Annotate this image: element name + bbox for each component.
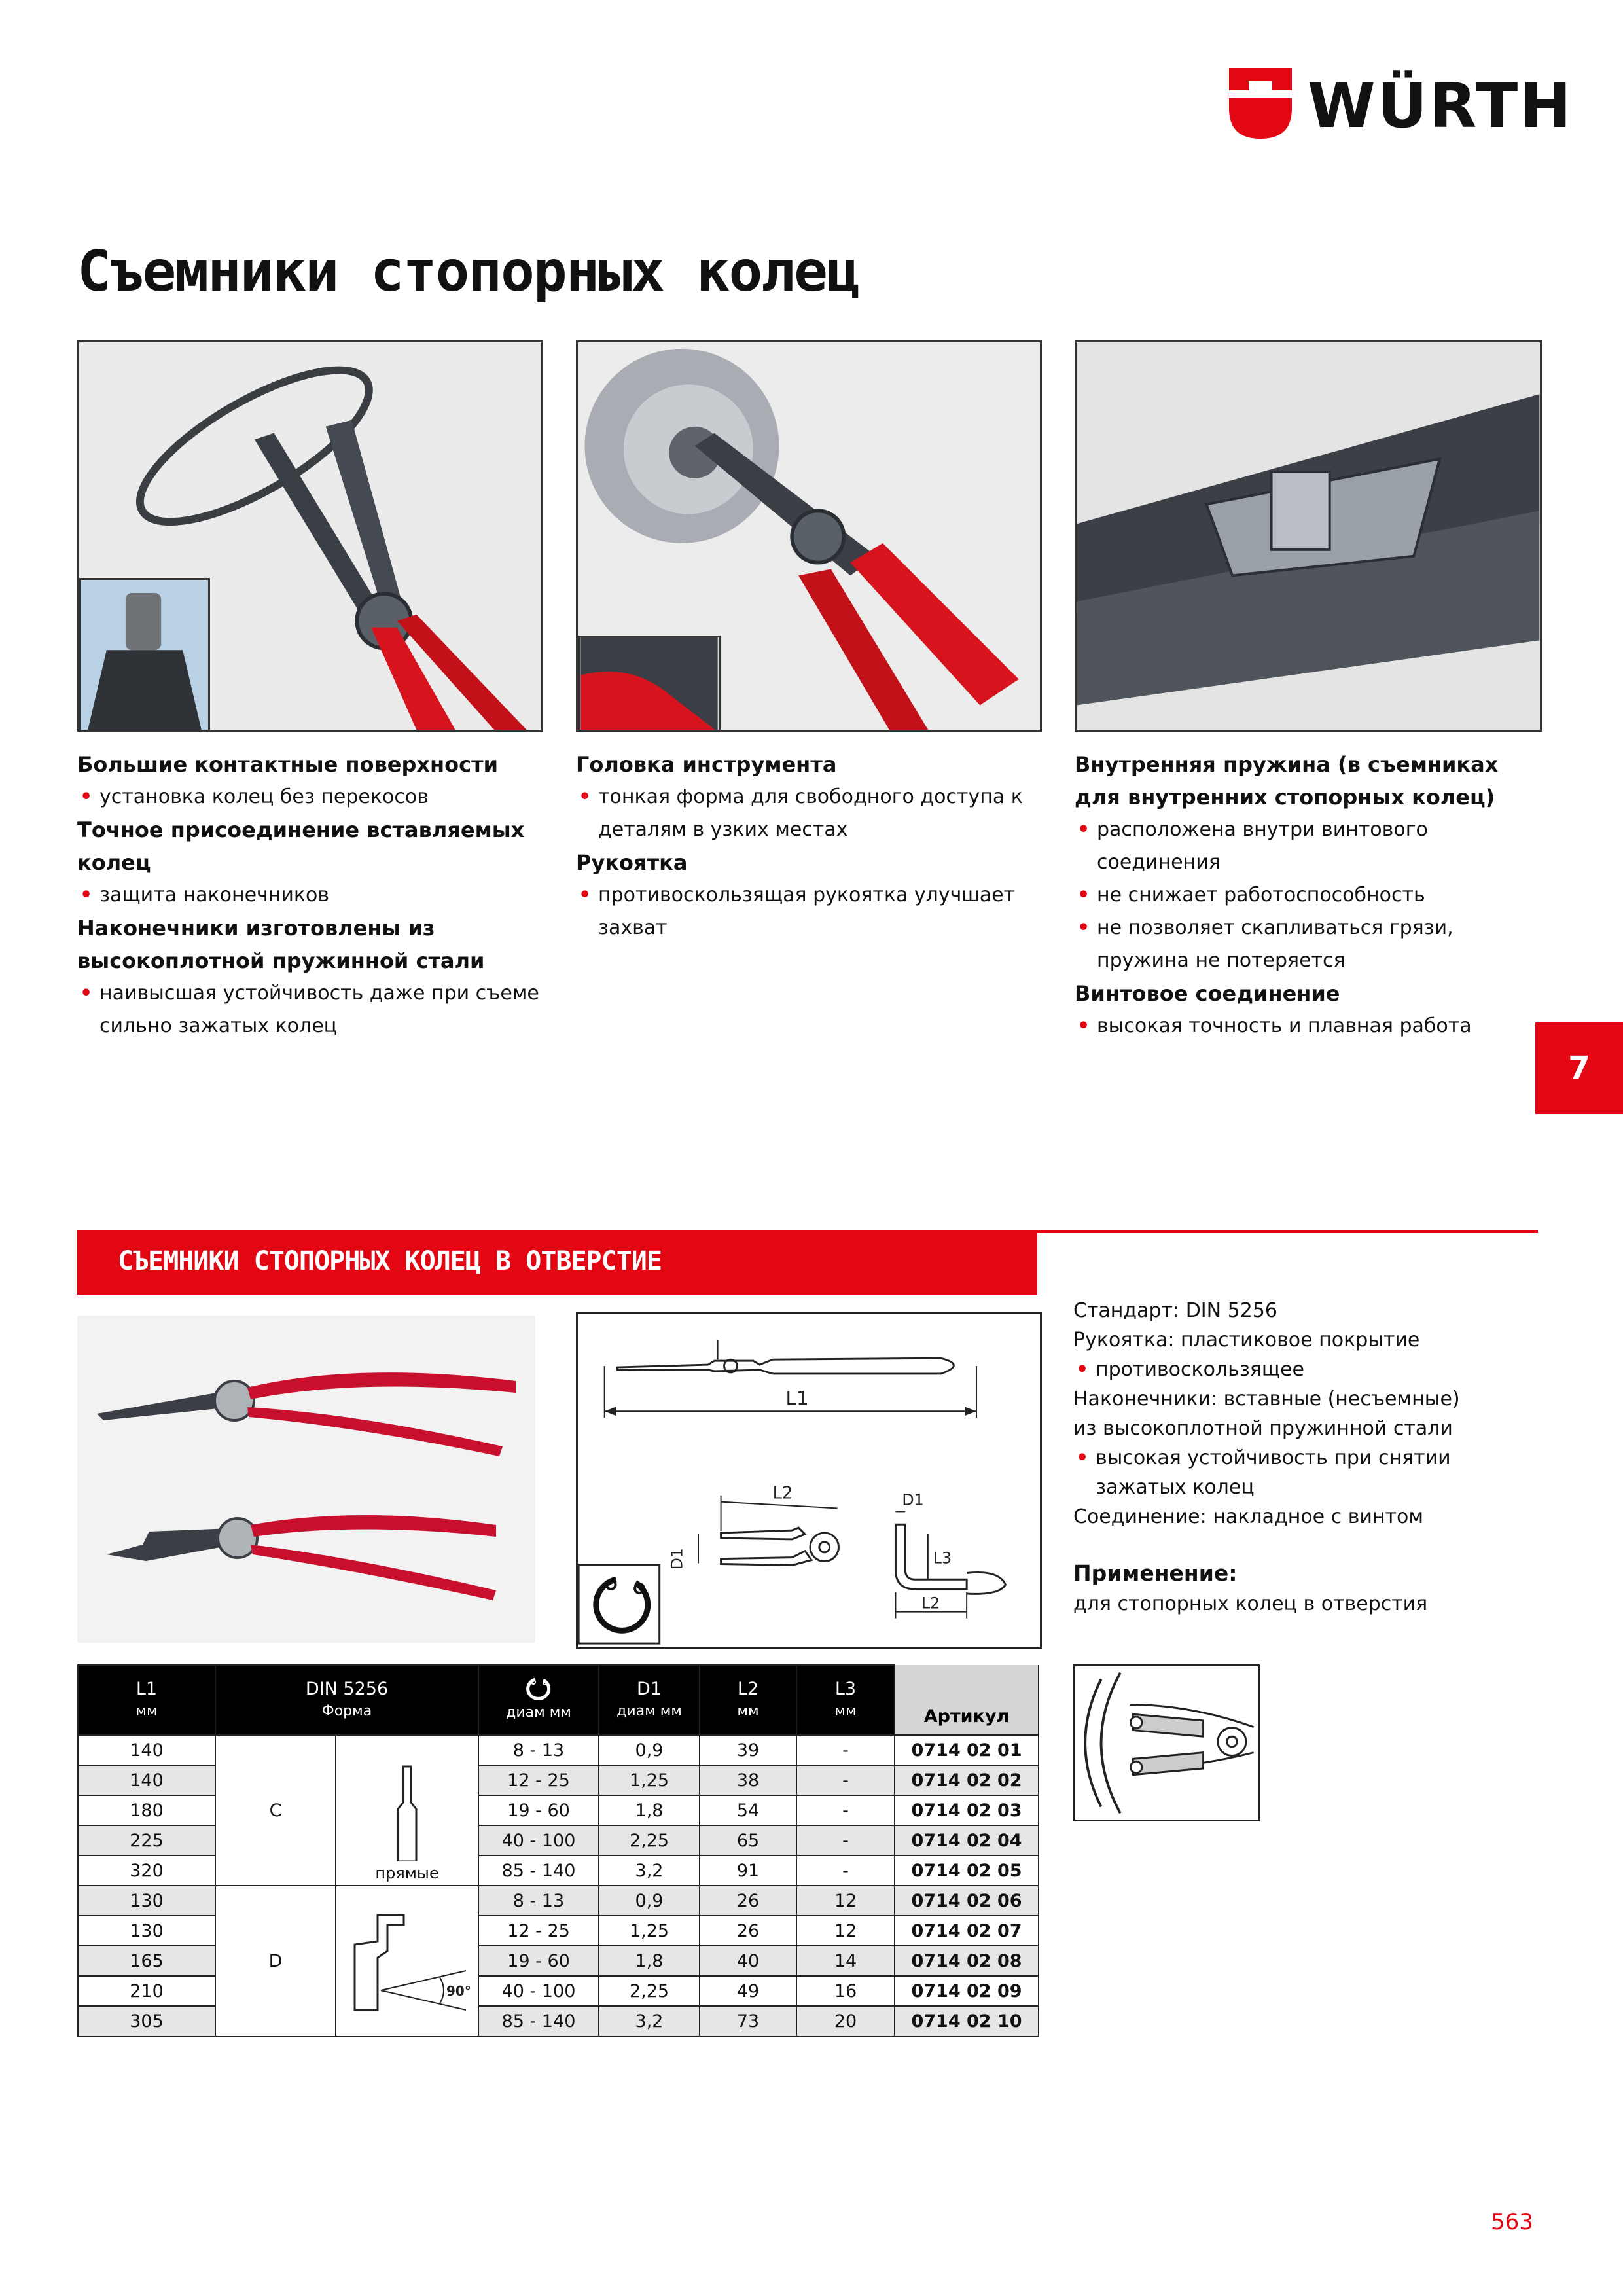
cell-d1: 3,2 (599, 2006, 700, 2036)
feature-heading: Рукоятка (576, 850, 688, 875)
feature-heading: Большие контактные поверхности (77, 752, 499, 777)
wurth-logo (1229, 65, 1573, 143)
pliers-ring-photo (77, 340, 543, 732)
header-din: DIN 5256 Форма (215, 1665, 478, 1735)
feature-heading: Винтовое соединение (1075, 981, 1340, 1006)
tool-head-photo (576, 340, 1042, 732)
cell-l1: 140 (78, 1735, 215, 1765)
cell-d1: 2,25 (599, 1825, 700, 1856)
table-row (78, 1735, 1039, 1765)
cell-l2: 73 (700, 2006, 796, 2036)
cell-l3: 12 (796, 1886, 895, 1916)
cell-l3: - (796, 1765, 895, 1795)
page-title: Съемники стопорных колец (77, 239, 859, 304)
drawing-label-l2-side: L2 (772, 1483, 793, 1503)
cell-l1: 165 (78, 1946, 215, 1976)
cell-d1: 2,25 (599, 1976, 700, 2006)
cell-article[interactable]: 0714 02 01 (895, 1735, 1039, 1765)
header-l2: L2 мм (700, 1665, 796, 1735)
cell-ring: 40 - 100 (478, 1976, 599, 2006)
cell-form-d-drawing (336, 1886, 478, 2036)
features-column-2 (576, 748, 1047, 944)
cell-form-c: C (215, 1735, 336, 1886)
cell-l2: 39 (700, 1735, 796, 1765)
cell-l3: - (796, 1825, 895, 1856)
cell-l2: 54 (700, 1795, 796, 1825)
cell-l1: 210 (78, 1976, 215, 2006)
form-c-note: прямые (375, 1864, 439, 1882)
feature-heading: Внутренняя пружина (в съемниках для внутренних стопорных колец) (1075, 752, 1499, 810)
spec-bullet: • высокая устойчивость при снятии зажатых колец (1073, 1443, 1531, 1502)
cell-article[interactable]: 0714 02 03 (895, 1795, 1039, 1825)
application-drawing-icon (1075, 1666, 1258, 1820)
feature-bullet: • наивысшая устойчивость даже при съеме сильно зажатых колец (77, 977, 548, 1043)
cell-l2: 65 (700, 1825, 796, 1856)
feature-heading: Головка инструмента (576, 752, 837, 777)
feature-bullet: • расположена внутри винтового соединения (1075, 814, 1539, 879)
cell-l1: 130 (78, 1916, 215, 1946)
cell-article[interactable]: 0714 02 02 (895, 1765, 1039, 1795)
dimension-drawing-icon (578, 1314, 1040, 1647)
cell-l1: 225 (78, 1825, 215, 1856)
pliers-tip-inset-icon (81, 580, 208, 732)
cell-l2: 26 (700, 1916, 796, 1946)
bent-tip-icon (342, 1899, 473, 2023)
brand-name: WÜRTH (1308, 71, 1573, 142)
spring-joint-photo (1075, 340, 1542, 732)
cell-l2: 38 (700, 1765, 796, 1795)
cell-l3: 20 (796, 2006, 895, 2036)
cell-d1: 1,25 (599, 1916, 700, 1946)
circlip-icon (524, 1677, 553, 1702)
feature-bullet: • высокая точность и плавная работа (1075, 1010, 1539, 1043)
feature-bullet: • противоскользящая рукоятка улучшает захват (576, 879, 1047, 944)
cell-l3: 12 (796, 1916, 895, 1946)
drawing-label-l3: L3 (933, 1549, 952, 1568)
feature-heading: Наконечники изготовлены из высокоплотной пружинной стали (77, 916, 485, 973)
cell-ring: 12 - 25 (478, 1765, 599, 1795)
drawing-label-d1-tip: D1 (902, 1490, 924, 1509)
page-number: 563 (1491, 2209, 1533, 2235)
feature-bullet: • установка колец без перекосов (77, 781, 548, 814)
cell-ring: 12 - 25 (478, 1916, 599, 1946)
cell-l1: 180 (78, 1795, 215, 1825)
product-specs (1073, 1296, 1531, 1619)
cell-ring: 19 - 60 (478, 1946, 599, 1976)
feature-bullet: • не снижает работоспособность (1075, 879, 1539, 912)
cell-article[interactable]: 0714 02 07 (895, 1916, 1039, 1946)
cell-article[interactable]: 0714 02 10 (895, 2006, 1039, 2036)
straight-tip-icon (381, 1763, 433, 1861)
technical-drawing (576, 1312, 1042, 1649)
cell-article[interactable]: 0714 02 08 (895, 1946, 1039, 1976)
cell-article[interactable]: 0714 02 04 (895, 1825, 1039, 1856)
cell-l1: 320 (78, 1856, 215, 1886)
wurth-logo-mark-icon (1229, 68, 1292, 139)
cell-l1: 305 (78, 2006, 215, 2036)
drawing-label-d1-side: D1 (668, 1548, 687, 1570)
header-l3: L3 мм (796, 1665, 895, 1735)
application-heading: Применение: (1073, 1560, 1238, 1586)
cell-l3: 16 (796, 1976, 895, 2006)
cell-form-d: D (215, 1886, 336, 2036)
cell-d1: 0,9 (599, 1886, 700, 1916)
cell-ring: 8 - 13 (478, 1735, 599, 1765)
cell-d1: 3,2 (599, 1856, 700, 1886)
table-row (78, 1886, 1039, 1916)
feature-bullet: • тонкая форма для свободного доступа к деталям в узких местах (576, 781, 1047, 846)
cell-l2: 26 (700, 1886, 796, 1916)
cell-l3: - (796, 1795, 895, 1825)
drawing-label-l2-tip: L2 (921, 1594, 940, 1613)
cell-l3: 14 (796, 1946, 895, 1976)
cell-article[interactable]: 0714 02 05 (895, 1856, 1039, 1886)
product-table (77, 1664, 1039, 2037)
spring-joint-photo-icon (1077, 342, 1540, 730)
header-article: Артикул (895, 1665, 1039, 1735)
cell-article[interactable]: 0714 02 06 (895, 1886, 1039, 1916)
tool-head-inset (578, 636, 721, 732)
cell-article[interactable]: 0714 02 09 (895, 1976, 1039, 2006)
product-photo (77, 1316, 535, 1643)
cell-form-c-drawing (336, 1735, 478, 1886)
cell-l1: 130 (78, 1886, 215, 1916)
spec-line: Наконечники: вставные (несъемные) (1073, 1388, 1460, 1410)
cell-l3: - (796, 1735, 895, 1765)
feature-heading: Точное присоединение вставляемых колец (77, 817, 525, 875)
cell-d1: 1,25 (599, 1765, 700, 1795)
cell-ring: 8 - 13 (478, 1886, 599, 1916)
application-image (1073, 1664, 1260, 1821)
two-pliers-photo-icon (77, 1316, 535, 1643)
cell-l2: 91 (700, 1856, 796, 1886)
cell-d1: 0,9 (599, 1735, 700, 1765)
cell-l2: 49 (700, 1976, 796, 2006)
feature-bullet: • защита наконечников (77, 879, 548, 912)
cell-d1: 1,8 (599, 1795, 700, 1825)
section-header (77, 1230, 1037, 1295)
application-text: для стопорных колец в отверстия (1073, 1592, 1428, 1615)
cell-l2: 40 (700, 1946, 796, 1976)
spec-line: из высокоплотной пружинной стали (1073, 1417, 1453, 1440)
section-title: СЪЕМНИКИ СТОПОРНЫХ КОЛЕЦ В ОТВЕРСТИЕ (118, 1246, 662, 1276)
header-l1: L1 мм (78, 1665, 215, 1735)
tool-head-inset-icon (580, 637, 719, 732)
angle-label: 90° (446, 1983, 471, 1999)
features-column-1 (77, 748, 548, 1043)
spec-line: Стандарт: DIN 5256 (1073, 1299, 1277, 1322)
spec-line: Соединение: накладное с винтом (1073, 1505, 1423, 1528)
spec-bullet: • противоскользящее (1073, 1355, 1531, 1384)
pliers-tip-inset (79, 578, 210, 732)
section-divider (1037, 1230, 1538, 1233)
drawing-label-l1: L1 (785, 1386, 809, 1410)
cell-ring: 85 - 140 (478, 2006, 599, 2036)
cell-l1: 140 (78, 1765, 215, 1795)
header-d1: D1 диам мм (599, 1665, 700, 1735)
cell-d1: 1,8 (599, 1946, 700, 1976)
cell-ring: 85 - 140 (478, 1856, 599, 1886)
header-ring: диам мм (478, 1665, 599, 1735)
cell-ring: 19 - 60 (478, 1795, 599, 1825)
features-column-3 (1075, 748, 1539, 1043)
cell-ring: 40 - 100 (478, 1825, 599, 1856)
spec-line: Рукоятка: пластиковое покрытие (1073, 1329, 1420, 1352)
feature-bullet: • не позволяет скапливаться грязи, пружина не потеряется (1075, 912, 1539, 977)
chapter-tab[interactable]: 7 (1535, 1022, 1623, 1114)
cell-l3: - (796, 1856, 895, 1886)
